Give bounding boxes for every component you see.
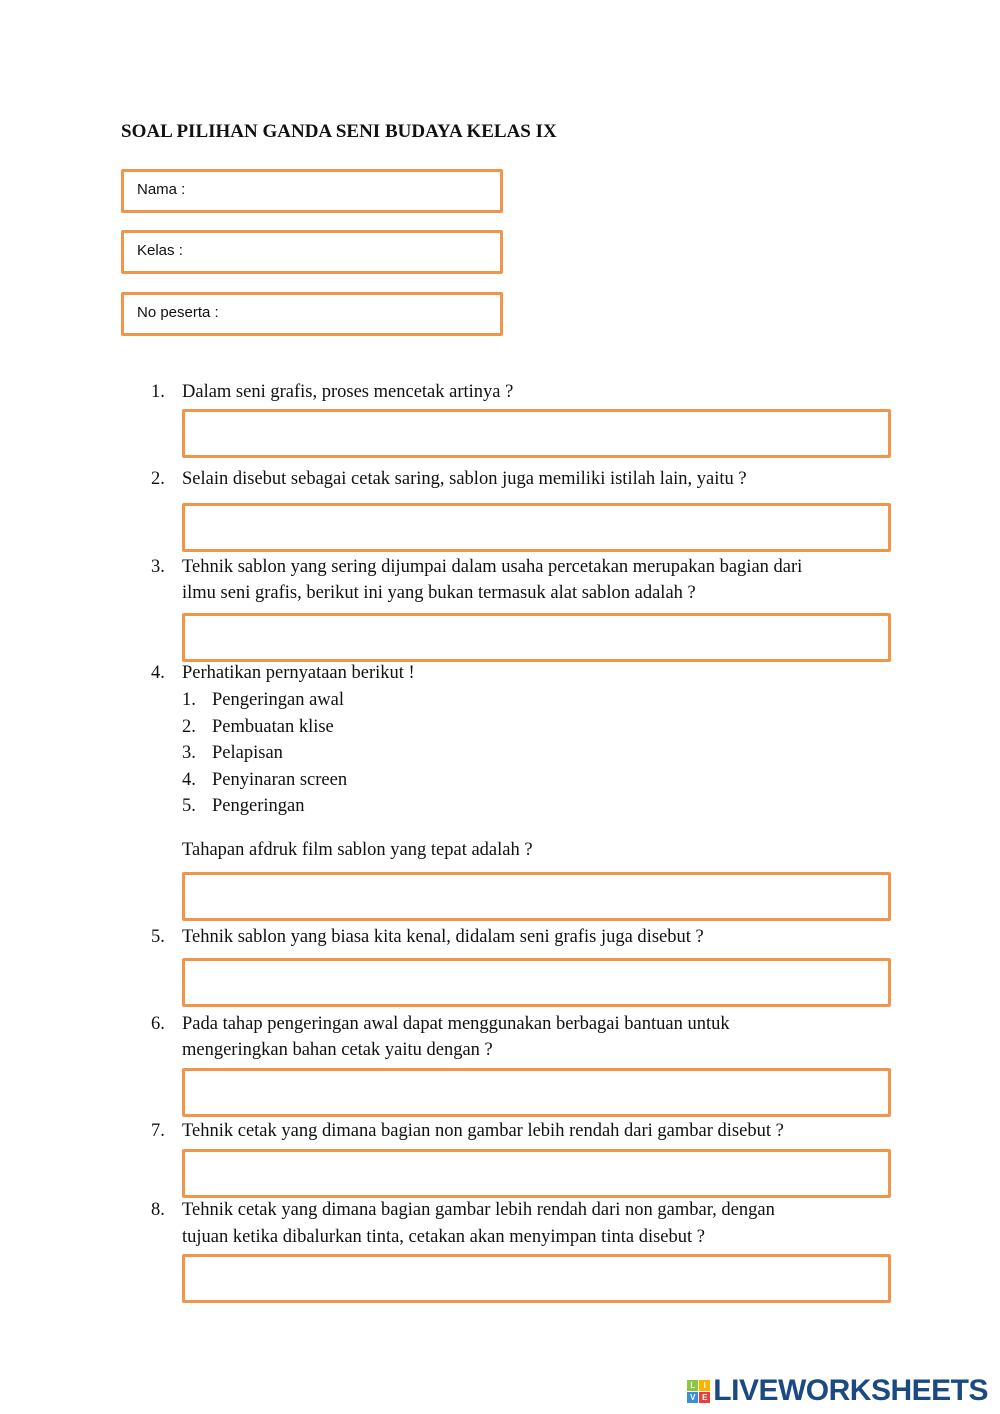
sub-item-number: 2. [182, 717, 196, 737]
logo-tiles-icon: L I V E [687, 1380, 710, 1403]
question-text: Tehnik cetak yang dimana bagian non gambar lebih rendah dari gambar disebut ? [182, 1121, 784, 1141]
question-prompt: Tahapan afdruk film sablon yang tepat adalah ? [182, 840, 533, 860]
question-text: Selain disebut sebagai cetak saring, sablon juga memiliki istilah lain, yaitu ? [182, 469, 747, 489]
sub-item-text: Pelapisan [212, 743, 283, 763]
question-number: 3. [151, 557, 165, 577]
answer-input-7[interactable] [182, 1149, 891, 1198]
answer-input-2[interactable] [182, 503, 891, 552]
question-text: Tehnik sablon yang biasa kita kenal, didalam seni grafis juga disebut ? [182, 927, 704, 947]
sub-item-text: Penyinaran screen [212, 770, 348, 790]
question-text: Tehnik cetak yang dimana bagian gambar lebih rendah dari non gambar, dengan [182, 1200, 775, 1220]
sub-item-number: 4. [182, 770, 196, 790]
question-number: 6. [151, 1014, 165, 1034]
participant-number-field[interactable] [121, 292, 503, 336]
question-number: 1. [151, 382, 165, 402]
participant-number-label: No peserta : [137, 304, 219, 321]
class-label: Kelas : [137, 242, 183, 259]
question-number: 7. [151, 1121, 165, 1141]
liveworksheets-logo [687, 1374, 988, 1408]
question-number: 4. [151, 663, 165, 683]
question-number: 8. [151, 1200, 165, 1220]
question-text: Pada tahap pengeringan awal dapat menggunakan berbagai bantuan untuk [182, 1014, 730, 1034]
answer-input-8[interactable] [182, 1254, 891, 1303]
answer-input-5[interactable] [182, 958, 891, 1007]
class-field[interactable] [121, 230, 503, 274]
sub-item-text: Pengeringan awal [212, 690, 345, 710]
name-label: Nama : [137, 181, 186, 198]
question-text: mengeringkan bahan cetak yaitu dengan ? [182, 1040, 493, 1060]
worksheet-title: SOAL PILIHAN GANDA SENI BUDAYA KELAS IX [121, 121, 557, 142]
logo-text: LIVEWORKSHEETS [713, 1374, 988, 1407]
answer-input-3[interactable] [182, 613, 891, 662]
question-text: Perhatikan pernyataan berikut ! [182, 663, 415, 683]
question-text: Tehnik sablon yang sering dijumpai dalam usaha percetakan merupakan bagian dari [182, 557, 803, 577]
name-field[interactable] [121, 169, 503, 213]
question-number: 2. [151, 469, 165, 489]
sub-item-number: 3. [182, 743, 196, 763]
sub-item-number: 5. [182, 796, 196, 816]
question-text: ilmu seni grafis, berikut ini yang bukan termasuk alat sablon adalah ? [182, 583, 696, 603]
question-number: 5. [151, 927, 165, 947]
answer-input-6[interactable] [182, 1068, 891, 1117]
sub-item-text: Pembuatan klise [212, 717, 334, 737]
sub-item-number: 1. [182, 690, 196, 710]
question-text: Dalam seni grafis, proses mencetak artinya ? [182, 382, 514, 402]
sub-item-text: Pengeringan [212, 796, 305, 816]
answer-input-4[interactable] [182, 872, 891, 921]
answer-input-1[interactable] [182, 409, 891, 458]
question-text: tujuan ketika dibalurkan tinta, cetakan akan menyimpan tinta disebut ? [182, 1227, 705, 1247]
